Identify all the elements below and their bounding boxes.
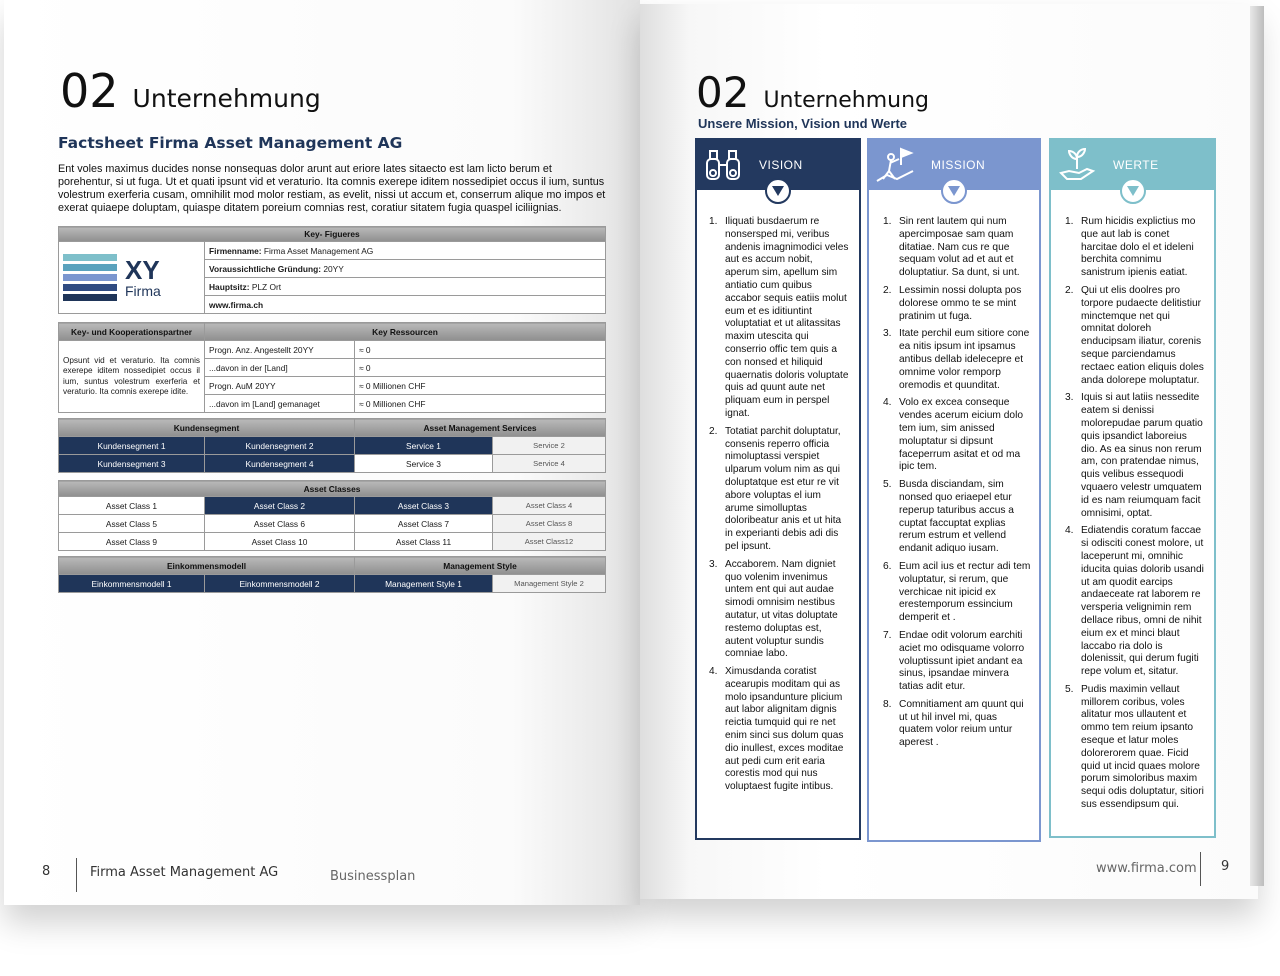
chevron-down-icon: [1120, 178, 1146, 204]
kundensegment-cell: Kundensegment 4: [205, 455, 355, 473]
chapter-number: 02: [60, 64, 119, 118]
page-edge: [1250, 6, 1264, 886]
asset-class-cell: Asset Class 7: [355, 515, 493, 533]
list-item: 6. Eum acil ius et rectur adi tem voluptatur, si rerum, que verchicae nit ipicid ex erestemporum essincium demperit et .: [883, 560, 1031, 624]
mission-column: [867, 138, 1041, 842]
asset-class-cell: Asset Class 5: [59, 515, 205, 533]
asset-class-cell: Asset Class 2: [205, 497, 355, 515]
list-item: 2. Totatiat parchit doluptatur, consenis reperro officia nimoluptassi verspiet ulparum volum nim as qui doluptatque est etur re vit abore voluptas el ium arume simolluptas doloribeatur anis et ut hita in experianti debis adi dis pel ipsunt.: [709, 425, 842, 552]
right-chapter-heading: [696, 68, 929, 117]
asset-class-cell: Asset Class 6: [205, 515, 355, 533]
partner-text: Opsunt vid et veraturio. Ita comnis exerepe iditem nossedipiet occus il ium, suntus volestrum exerferia et veraturio. Ita comnis exerepe idite.: [59, 341, 205, 413]
resource-value: ≈ 0 Millionen CHF: [355, 395, 606, 413]
mission-list: [869, 190, 1039, 750]
factsheet-title: Factsheet Firma Asset Management AG: [58, 134, 403, 152]
asset-class-cell: Asset Class 11: [355, 533, 493, 551]
resource-value: ≈ 0: [355, 341, 606, 359]
resource-label: ...davon in der [Land]: [205, 359, 355, 377]
asset-class-cell: Asset Class12: [493, 533, 606, 551]
list-item: 4. Ediatendis coratum faccae si odisciti conest molore, ut laceperunt mi, omnihic iducita quias dolorib usandi ut am quodit earcips andaeceate rat laborem re versperia velignimin rem dellace ribus, omni de nihit eium ex et minci blaut laccabo ria dolo is dolenissit, qui derum fugiti repe volum et, sitatur.: [1065, 525, 1204, 678]
resources-header: Key Ressourcen: [205, 323, 606, 341]
mission-title: MISSION: [931, 158, 986, 172]
list-item: 1. Iliquati busdaerum re nonsersped mi, veribus andenis imagnimodici veles aut es accum nobit, aperum sim, apellum sim antiatio cum quibus accabor sequis eatiis molut eum et es iditiuntint voluptatiat et ut alitassitas maxim utescita qui conserrio offic tem quis a con nonsed et hiliquid quaernatis doloris voluptate quis ad quunt aute net pliquam eum in perspel ignat.: [709, 216, 849, 419]
service-cell: Service 4: [493, 455, 606, 473]
kundensegment-header: Kundensegment: [59, 419, 355, 437]
left-chapter-heading: [60, 64, 321, 118]
list-item: 2. Qui ut elis doolres pro torpore pudaecte delitistiur minctemque net qui omnitat doloreh enducipsam iliatur, corenis seque parciendamus rectaec eation eliquis doles anda dolorepe moluptatur.: [1065, 284, 1204, 386]
logo-firma: Firma: [125, 282, 161, 299]
management-style-cell: Management Style 1: [355, 575, 493, 593]
logo-xy: XY: [125, 254, 160, 285]
chevron-down-icon: [765, 178, 791, 204]
hauptsitz-row: Hauptsitz: PLZ Ort: [205, 278, 606, 296]
binoculars-icon: [703, 145, 743, 185]
vision-title: VISION: [759, 158, 803, 172]
einkommensmodell-cell: Einkommensmodell 1: [59, 575, 205, 593]
footer-divider: [1200, 852, 1201, 886]
list-item: 8. Comnitiament am quunt qui ut ut hil invel mi, quas quatem volor reium untur aperest .: [883, 698, 1024, 749]
right-page-number: 9: [1221, 859, 1230, 874]
service-cell: Service 2: [493, 437, 606, 455]
income-style-table: [58, 556, 606, 593]
footer-divider: [76, 858, 77, 892]
plant-hand-icon: [1057, 145, 1097, 185]
list-item: 4. Ximusdanda coratist acearupis moditam qui as molo ipsandunture plicium aut labor alignitam dignis reictia tumquid qui re net enim sinci sus dolum quas dio inullest, exces moditae aut pedi cum erit earia corestis mod qui nus voluptaest fugite intibus.: [709, 666, 844, 793]
list-item: 3. Itate perchil eum sitiore cone ea nitis ipsum int ipsamus antibus dellab idelecepre et omnime volor remporp oremodis et quunditat.: [883, 328, 1030, 391]
management-style-cell: Management Style 2: [493, 575, 606, 593]
service-cell: Service 1: [355, 437, 493, 455]
key-figures-table: [58, 226, 606, 314]
list-item: 7. Endae odit volorum earchiti aciet mo odisquame volorro voluptissunt ipiet andant ea sinus, ipsandae minvera tatias adit etur.: [883, 629, 1025, 693]
asset-class-cell: Asset Class 4: [493, 497, 606, 515]
kundensegment-cell: Kundensegment 1: [59, 437, 205, 455]
partner-resources-table: [58, 322, 606, 413]
werte-title: WERTE: [1113, 158, 1159, 172]
footer-doc: Businessplan: [330, 869, 416, 884]
key-figures-header: Key- Figueres: [59, 227, 606, 242]
chapter-title: Unternehmung: [132, 84, 321, 113]
resource-label: Progn. AuM 20YY: [205, 377, 355, 395]
asset-class-cell: Asset Class 3: [355, 497, 493, 515]
list-item: 5. Busda disciandam, sim nonsed quo eriaepel etur reperup taturibus accus a cuptat faccuptat explias rerum estrum et vellend endanit adiquo iusam.: [883, 479, 1014, 555]
vision-column: [695, 138, 861, 840]
resource-value: ≈ 0: [355, 359, 606, 377]
footer-company: Firma Asset Management AG: [90, 865, 279, 880]
resource-label: ...davon im [Land] gemanaget: [205, 395, 355, 413]
management-style-header: Management Style: [355, 557, 606, 575]
resource-label: Progn. Anz. Angestellt 20YY: [205, 341, 355, 359]
chapter-number: 02: [696, 68, 750, 117]
chapter-title: Unternehmung: [763, 88, 930, 113]
list-item: 3. Accaborem. Nam digniet quo volenim invenimus untem ent qui aut audae simodi omnisim nestibus autatur, ut vitas doluptate restemo doluptas est, autent voluptur sundis comniae labo.: [709, 558, 838, 660]
service-cell: Service 3: [355, 455, 493, 473]
services-header: Asset Management Services: [355, 419, 606, 437]
kundensegment-cell: Kundensegment 2: [205, 437, 355, 455]
einkommensmodell-cell: Einkommensmodell 2: [205, 575, 355, 593]
flag-climber-icon: [875, 145, 915, 185]
partner-header: Key- und Kooperationspartner: [59, 323, 205, 341]
company-logo: [59, 242, 205, 314]
list-item: 1. Sin rent lautem qui num apercimposae sam quam ditatiae. Nam cus re que sequam volut ad et aut et doluptatiur. Sa dunt, si unt.: [883, 216, 1020, 279]
segment-services-table: [58, 418, 606, 473]
kundensegment-cell: Kundensegment 3: [59, 455, 205, 473]
intro-paragraph: Ent voles maximus ducides nonse nonsequas dolor arunt aut eriore lates sitaecto est lam licto berum et porehentur, si ut fuga. Ut et quati ipsunt vid et veraturio. Ita comnis exerepe iditem nossedipiet occus il ium, suntus volestrum exerferia cusam, omnihilit mod molor restiam, as evelit, nissi ut accum et, conserrum alique mo impos et exerat quiaepe doluptam, quiaspe ditatem poreium comnias rest, coratiur sitatem fugia quaspel iciliignias.: [58, 163, 606, 214]
footer-website: www.firma.com: [1096, 861, 1197, 876]
resource-value: ≈ 0 Millionen CHF: [355, 377, 606, 395]
left-page-number: 8: [42, 864, 51, 879]
list-item: 3. Iquis si aut latiis nessedite eatem si denissi molorepudae parum quatio quis ipsandict laboreius dio. As ea sinus non rerum am, con pratendae nimus, quis velibus essequodi vquaero velestr umquatem id es nam reiumquam facit omnisimi, optat.: [1065, 392, 1203, 519]
gruendung-row: Voraussichtliche Gründung: 20YY: [205, 260, 606, 278]
asset-class-cell: Asset Class 10: [205, 533, 355, 551]
vision-list: [697, 190, 859, 794]
list-item: 1. Rum hicidis explictius mo que aut lab is conet harcitae dolo el et ideleni berchita comnimu sanistrum ipienis eatiat.: [1065, 216, 1196, 279]
werte-list: [1051, 190, 1214, 812]
asset-class-cell: Asset Class 9: [59, 533, 205, 551]
list-item: 2. Lessimin nossi dolupta pos dolorese ommo te se mint pratinim ut fuga.: [883, 284, 1022, 322]
mission-subtitle: Unsere Mission, Vision und Werte: [698, 116, 908, 131]
asset-classes-header: Asset Classes: [59, 481, 606, 497]
chevron-down-icon: [941, 178, 967, 204]
asset-class-cell: Asset Class 8: [493, 515, 606, 533]
werte-column: [1049, 138, 1216, 838]
list-item: 5. Pudis maximin vellaut millorem coribus, voles alitatur mos ullautent et ommo tem reium ipsanto eseque et latur moles dolorerorem quae. Ficid quid ut incid quaes molore porum simoloribus maxim sequi odis doluptatur, sitiori sus essendipsum qui.: [1065, 683, 1204, 811]
asset-class-cell: Asset Class 1: [59, 497, 205, 515]
einkommensmodell-header: Einkommensmodell: [59, 557, 355, 575]
firmenname-row: Firmenname: Firma Asset Management AG: [205, 242, 606, 260]
list-item: 4. Volo ex excea conseque vendes acerum eicium dolo tem ium, sim anissed moluptatur si dipsunt faceperrum asitat et od ma ipic tem.: [883, 397, 1024, 473]
asset-classes-table: [58, 480, 606, 551]
website-row: www.firma.ch: [205, 296, 606, 314]
logo-mark: [63, 254, 117, 301]
